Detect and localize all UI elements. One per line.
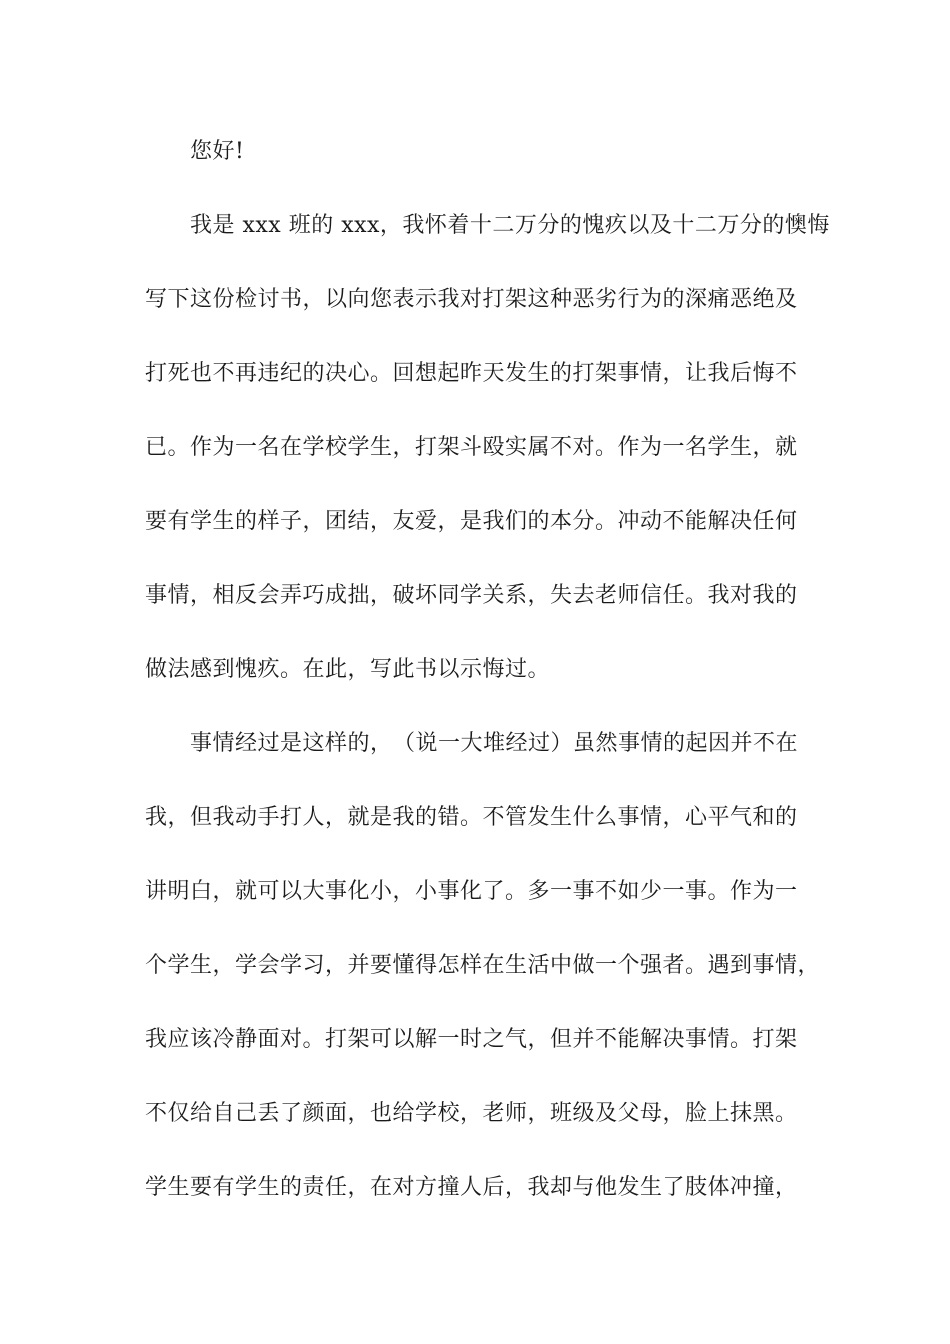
paragraph-2-line-2: 我，但我动手打人，就是我的错。不管发生什么事情，心平气和的 <box>145 805 798 830</box>
paragraph-2-line-5: 我应该冷静面对。打架可以解一时之气，但并不能解决事情。打架 <box>145 1027 798 1052</box>
greeting-line: 您好! <box>190 139 245 164</box>
paragraph-1-line-3: 打死也不再违纪的决心。回想起昨天发生的打架事情，让我后悔不 <box>145 361 798 386</box>
paragraph-2-line-6: 不仅给自己丢了颜面，也给学校，老师，班级及父母，脸上抹黑。 <box>145 1101 798 1126</box>
paragraph-1-line-2: 写下这份检讨书，以向您表示我对打架这种恶劣行为的深痛恶绝及 <box>145 287 798 312</box>
paragraph-1-line-5: 要有学生的样子，团结，友爱，是我们的本分。冲动不能解决任何 <box>145 509 798 534</box>
paragraph-2-line-3: 讲明白，就可以大事化小，小事化了。多一事不如少一事。作为一 <box>145 879 798 904</box>
paragraph-2-line-4: 个学生，学会学习，并要懂得怎样在生活中做一个强者。遇到事情， <box>145 953 821 978</box>
paragraph-1-line-7: 做法感到愧疚。在此，写此书以示悔过。 <box>145 657 551 682</box>
paragraph-1-line-4: 已。作为一名在学校学生，打架斗殴实属不对。作为一名学生，就 <box>145 435 798 460</box>
paragraph-2-line-7: 学生要有学生的责任，在对方撞人后，我却与他发生了肢体冲撞， <box>145 1175 798 1200</box>
paragraph-2-line-1: 事情经过是这样的， （说一大堆经过）虽然事情的起因并不在 <box>190 731 799 756</box>
paragraph-1-line-1: 我是 xxx 班的 xxx，我怀着十二万分的愧疚以及十二万分的懊悔 <box>190 213 830 238</box>
paragraph-1-line-6: 事情，相反会弄巧成拙，破坏同学关系，失去老师信任。我对我的 <box>145 583 798 608</box>
